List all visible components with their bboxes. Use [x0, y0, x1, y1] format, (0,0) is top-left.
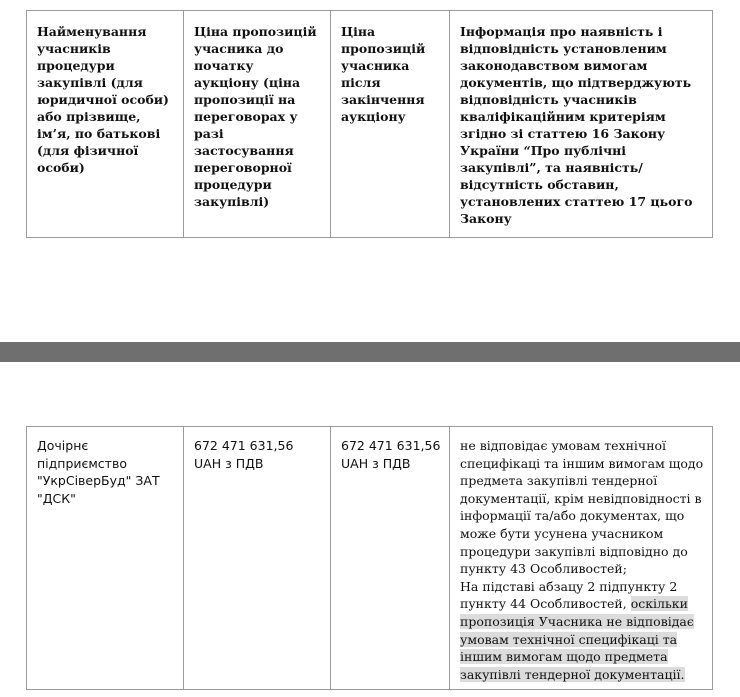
qualification-info [450, 427, 713, 690]
participant-name-text: Дочірнє підприємство "УкрСіверБуд" ЗАТ "ДСК" [37, 438, 160, 506]
price-before-text: 672 471 631,56 UAH з ПДВ [194, 438, 294, 471]
header-row [27, 11, 713, 238]
header-qualification-info: Інформація про наявність і відповідність установленим законодавством вимогам документів, що підтверджують відповідність учасників кваліфікаційним критеріям згідно зі статтею 16 Закону України “Про публічні закупівлі”, та наявність/відсутність обставин, установлених статтею 17 цього Закону [450, 11, 713, 238]
participant-name [27, 427, 184, 690]
page-divider [0, 342, 740, 362]
price-after-auction [331, 427, 450, 690]
info-text-1: не відповідає умовам технічної специфікаці та іншим вимогам щодо предмета закупівлі тендерної документації, крім невідповідності в інформації та/або документах, що може бути усунена учасником процедури закупівлі відповідно до пункту 43 Особливостей; [460, 438, 704, 577]
price-before-auction [184, 427, 331, 690]
header-price-before: Ціна пропозицій учасника до початку аукціону (ціна пропозиції на переговорах у разі застосування переговорної процедури закупівлі) [184, 11, 331, 238]
header-table [26, 10, 713, 238]
header-price-after: Ціна пропозицій учасника після закінчення аукціону [331, 11, 450, 238]
info-text-2: На підставі абзацу 2 підпункту 2 пункту 44 Особливостей, [460, 578, 678, 612]
participant-table [26, 426, 713, 690]
header-participant: Найменування учасників процедури закупівлі (для юридичної особи) або прізвище, ім’я, по батькові (для фізичної особи) [27, 11, 184, 238]
info-highlight: оскільки пропозиція Учасника не відповідає умовам технічної специфікаці та іншим вимогам щодо предмета закупівлі тендерної документації. [460, 596, 694, 682]
table-row [27, 427, 713, 690]
price-after-text: 672 471 631,56 UAH з ПДВ [341, 438, 441, 471]
